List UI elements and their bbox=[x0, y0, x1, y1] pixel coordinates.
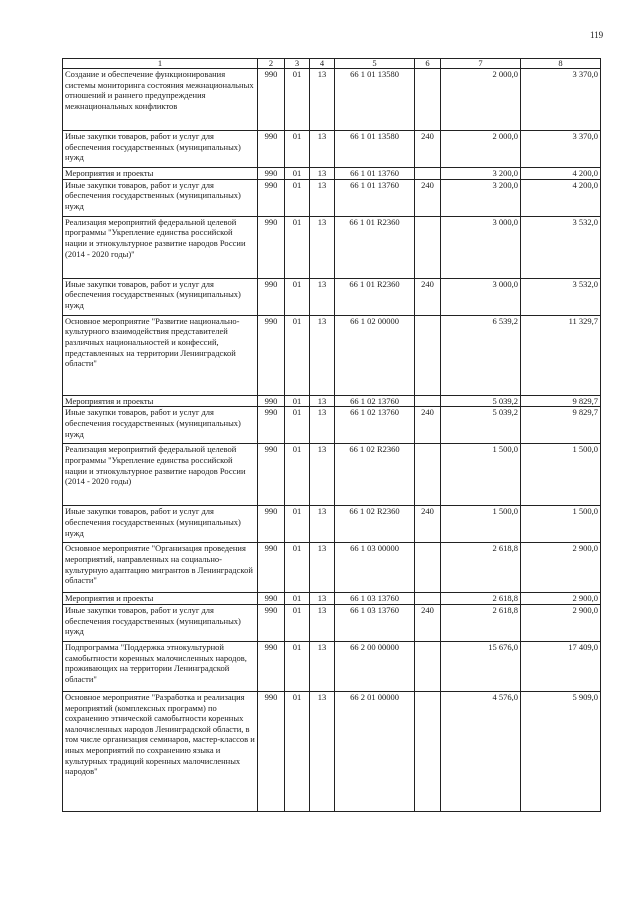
cell-rz: 01 bbox=[285, 691, 310, 811]
cell-sum2: 9 829,7 bbox=[521, 395, 601, 407]
table-row bbox=[63, 395, 601, 407]
cell-sum1: 3 000,0 bbox=[441, 278, 521, 315]
cell-rz: 01 bbox=[285, 543, 310, 593]
cell-pr: 13 bbox=[310, 131, 335, 168]
cell-csr: 66 1 02 R2360 bbox=[335, 506, 415, 543]
cell-rz: 01 bbox=[285, 179, 310, 216]
cell-pr: 13 bbox=[310, 168, 335, 180]
cell-desc: Основное мероприятие "Развитие национально-культурного взаимодействия представителей различных национальностей и конфессий, представленных на территории Ленинградской области" bbox=[63, 315, 258, 395]
cell-sum2: 11 329,7 bbox=[521, 315, 601, 395]
cell-rz: 01 bbox=[285, 168, 310, 180]
page-number: 119 bbox=[590, 30, 604, 40]
cell-grbs: 990 bbox=[258, 315, 285, 395]
table-row bbox=[63, 407, 601, 444]
cell-csr: 66 1 03 13760 bbox=[335, 604, 415, 641]
column-header: 3 bbox=[285, 59, 310, 69]
column-header: 6 bbox=[415, 59, 441, 69]
cell-grbs: 990 bbox=[258, 216, 285, 278]
cell-sum2: 4 200,0 bbox=[521, 168, 601, 180]
cell-rz: 01 bbox=[285, 506, 310, 543]
cell-grbs: 990 bbox=[258, 641, 285, 691]
cell-csr: 66 1 01 R2360 bbox=[335, 278, 415, 315]
cell-rz: 01 bbox=[285, 641, 310, 691]
column-header: 8 bbox=[521, 59, 601, 69]
cell-desc: Иные закупки товаров, работ и услуг для обеспечения государственных (муниципальных) нужд bbox=[63, 278, 258, 315]
cell-csr: 66 1 01 13580 bbox=[335, 69, 415, 131]
cell-desc: Иные закупки товаров, работ и услуг для обеспечения государственных (муниципальных) нужд bbox=[63, 506, 258, 543]
cell-sum1: 2 618,8 bbox=[441, 604, 521, 641]
cell-sum2: 3 370,0 bbox=[521, 69, 601, 131]
cell-sum2: 2 900,0 bbox=[521, 604, 601, 641]
table-row bbox=[63, 506, 601, 543]
cell-desc: Иные закупки товаров, работ и услуг для обеспечения государственных (муниципальных) нужд bbox=[63, 179, 258, 216]
cell-csr: 66 1 03 00000 bbox=[335, 543, 415, 593]
cell-csr: 66 1 01 R2360 bbox=[335, 216, 415, 278]
cell-sum1: 2 000,0 bbox=[441, 69, 521, 131]
cell-pr: 13 bbox=[310, 407, 335, 444]
cell-grbs: 990 bbox=[258, 168, 285, 180]
cell-grbs: 990 bbox=[258, 179, 285, 216]
cell-sum2: 1 500,0 bbox=[521, 444, 601, 506]
cell-vr bbox=[415, 593, 441, 605]
cell-grbs: 990 bbox=[258, 543, 285, 593]
cell-desc: Реализация мероприятий федеральной целевой программы "Укрепление единства российской нации и этнокультурное развитие народов России (2014 - 2020 годы)" bbox=[63, 216, 258, 278]
budget-table bbox=[62, 58, 601, 812]
cell-desc: Основное мероприятие "Разработка и реализация мероприятий (комплексных программ) по сохранению этнической самобытности коренных малочисленных народов Ленинградской области, в том числе организация семинаров, мастер-классов и иных мероприятий по сохранению языка и культурных традиций коренных малочисленных народов" bbox=[63, 691, 258, 811]
cell-sum1: 1 500,0 bbox=[441, 506, 521, 543]
cell-vr: 240 bbox=[415, 604, 441, 641]
cell-sum2: 17 409,0 bbox=[521, 641, 601, 691]
cell-pr: 13 bbox=[310, 69, 335, 131]
cell-desc: Иные закупки товаров, работ и услуг для обеспечения государственных (муниципальных) нужд bbox=[63, 131, 258, 168]
cell-pr: 13 bbox=[310, 593, 335, 605]
table-row bbox=[63, 444, 601, 506]
cell-sum2: 2 900,0 bbox=[521, 593, 601, 605]
column-header: 4 bbox=[310, 59, 335, 69]
cell-vr: 240 bbox=[415, 179, 441, 216]
cell-grbs: 990 bbox=[258, 395, 285, 407]
cell-rz: 01 bbox=[285, 216, 310, 278]
table-row bbox=[63, 179, 601, 216]
cell-sum2: 3 532,0 bbox=[521, 278, 601, 315]
table-row bbox=[63, 543, 601, 593]
cell-pr: 13 bbox=[310, 315, 335, 395]
cell-vr bbox=[415, 691, 441, 811]
cell-csr: 66 1 02 13760 bbox=[335, 407, 415, 444]
cell-csr: 66 1 01 13760 bbox=[335, 179, 415, 216]
cell-vr bbox=[415, 315, 441, 395]
table-row bbox=[63, 168, 601, 180]
cell-rz: 01 bbox=[285, 395, 310, 407]
cell-grbs: 990 bbox=[258, 278, 285, 315]
cell-pr: 13 bbox=[310, 395, 335, 407]
cell-vr: 240 bbox=[415, 131, 441, 168]
cell-pr: 13 bbox=[310, 543, 335, 593]
cell-desc: Подпрограмма "Поддержка этнокультурной самобытности коренных малочисленных народов, проживающих на территории Ленинградской области" bbox=[63, 641, 258, 691]
cell-csr: 66 2 01 00000 bbox=[335, 691, 415, 811]
cell-vr bbox=[415, 641, 441, 691]
cell-sum1: 2 618,8 bbox=[441, 593, 521, 605]
cell-vr bbox=[415, 69, 441, 131]
cell-grbs: 990 bbox=[258, 444, 285, 506]
cell-sum2: 1 500,0 bbox=[521, 506, 601, 543]
cell-sum1: 15 676,0 bbox=[441, 641, 521, 691]
cell-grbs: 990 bbox=[258, 691, 285, 811]
cell-vr bbox=[415, 444, 441, 506]
cell-pr: 13 bbox=[310, 641, 335, 691]
table-row bbox=[63, 69, 601, 131]
table-row bbox=[63, 604, 601, 641]
cell-grbs: 990 bbox=[258, 593, 285, 605]
column-header: 2 bbox=[258, 59, 285, 69]
cell-desc: Основное мероприятие "Организация проведения мероприятий, направленных на социально-культурную адаптацию мигрантов в Ленинградской области" bbox=[63, 543, 258, 593]
cell-rz: 01 bbox=[285, 593, 310, 605]
cell-grbs: 990 bbox=[258, 69, 285, 131]
table-row bbox=[63, 216, 601, 278]
table-row bbox=[63, 131, 601, 168]
cell-csr: 66 1 01 13580 bbox=[335, 131, 415, 168]
cell-sum2: 3 532,0 bbox=[521, 216, 601, 278]
cell-grbs: 990 bbox=[258, 604, 285, 641]
cell-desc: Иные закупки товаров, работ и услуг для обеспечения государственных (муниципальных) нужд bbox=[63, 604, 258, 641]
cell-sum1: 4 576,0 bbox=[441, 691, 521, 811]
cell-desc: Мероприятия и проекты bbox=[63, 168, 258, 180]
cell-grbs: 990 bbox=[258, 407, 285, 444]
cell-sum2: 2 900,0 bbox=[521, 543, 601, 593]
cell-desc: Иные закупки товаров, работ и услуг для обеспечения государственных (муниципальных) нужд bbox=[63, 407, 258, 444]
cell-csr: 66 1 02 R2360 bbox=[335, 444, 415, 506]
cell-desc: Мероприятия и проекты bbox=[63, 395, 258, 407]
cell-csr: 66 1 01 13760 bbox=[335, 168, 415, 180]
cell-sum1: 1 500,0 bbox=[441, 444, 521, 506]
cell-rz: 01 bbox=[285, 315, 310, 395]
cell-pr: 13 bbox=[310, 179, 335, 216]
cell-vr bbox=[415, 216, 441, 278]
cell-pr: 13 bbox=[310, 604, 335, 641]
table-row bbox=[63, 691, 601, 811]
cell-pr: 13 bbox=[310, 444, 335, 506]
cell-vr bbox=[415, 395, 441, 407]
cell-csr: 66 2 00 00000 bbox=[335, 641, 415, 691]
cell-desc: Реализация мероприятий федеральной целевой программы "Укрепление единства российской нации и этнокультурное развитие народов России (2014 - 2020 годы) bbox=[63, 444, 258, 506]
cell-rz: 01 bbox=[285, 444, 310, 506]
column-header: 5 bbox=[335, 59, 415, 69]
column-header: 7 bbox=[441, 59, 521, 69]
cell-csr: 66 1 02 00000 bbox=[335, 315, 415, 395]
table-row bbox=[63, 315, 601, 395]
cell-sum1: 2 000,0 bbox=[441, 131, 521, 168]
cell-grbs: 990 bbox=[258, 131, 285, 168]
cell-sum2: 9 829,7 bbox=[521, 407, 601, 444]
cell-pr: 13 bbox=[310, 216, 335, 278]
cell-rz: 01 bbox=[285, 131, 310, 168]
cell-sum1: 3 000,0 bbox=[441, 216, 521, 278]
cell-pr: 13 bbox=[310, 691, 335, 811]
header-row bbox=[63, 59, 601, 69]
cell-rz: 01 bbox=[285, 407, 310, 444]
cell-sum2: 3 370,0 bbox=[521, 131, 601, 168]
cell-sum1: 2 618,8 bbox=[441, 543, 521, 593]
cell-desc: Создание и обеспечение функционирования системы мониторинга состояния межнациональных отношений и раннего предупреждения межнациональных конфликтов bbox=[63, 69, 258, 131]
cell-csr: 66 1 02 13760 bbox=[335, 395, 415, 407]
cell-vr: 240 bbox=[415, 506, 441, 543]
cell-grbs: 990 bbox=[258, 506, 285, 543]
cell-rz: 01 bbox=[285, 69, 310, 131]
table-row bbox=[63, 593, 601, 605]
cell-sum1: 3 200,0 bbox=[441, 168, 521, 180]
cell-pr: 13 bbox=[310, 506, 335, 543]
cell-sum2: 4 200,0 bbox=[521, 179, 601, 216]
cell-sum1: 5 039,2 bbox=[441, 407, 521, 444]
cell-sum1: 3 200,0 bbox=[441, 179, 521, 216]
cell-vr bbox=[415, 168, 441, 180]
cell-vr: 240 bbox=[415, 278, 441, 315]
cell-sum1: 5 039,2 bbox=[441, 395, 521, 407]
cell-csr: 66 1 03 13760 bbox=[335, 593, 415, 605]
cell-pr: 13 bbox=[310, 278, 335, 315]
cell-rz: 01 bbox=[285, 604, 310, 641]
column-header: 1 bbox=[63, 59, 258, 69]
table-row bbox=[63, 641, 601, 691]
cell-vr bbox=[415, 543, 441, 593]
cell-rz: 01 bbox=[285, 278, 310, 315]
cell-sum2: 5 909,0 bbox=[521, 691, 601, 811]
cell-desc: Мероприятия и проекты bbox=[63, 593, 258, 605]
table-row bbox=[63, 278, 601, 315]
cell-sum1: 6 539,2 bbox=[441, 315, 521, 395]
cell-vr: 240 bbox=[415, 407, 441, 444]
